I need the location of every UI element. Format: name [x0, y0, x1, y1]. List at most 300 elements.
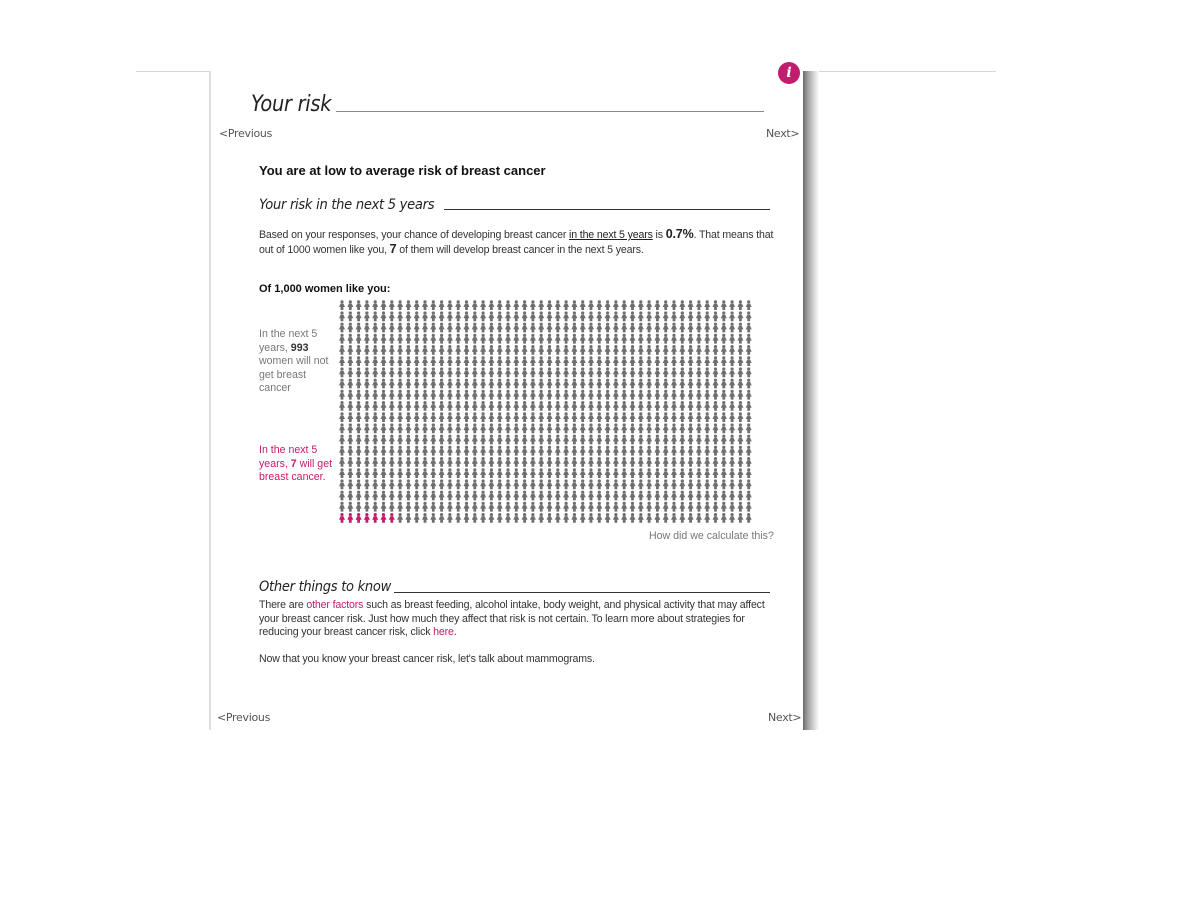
figure-no-cancer: [588, 300, 594, 310]
section-rule-5yr: [444, 209, 770, 210]
figure-no-cancer: [663, 502, 669, 512]
figure-no-cancer: [696, 502, 702, 512]
figure-no-cancer: [372, 390, 378, 400]
figure-no-cancer: [414, 457, 420, 467]
figure-no-cancer: [646, 401, 652, 411]
figure-no-cancer: [555, 446, 561, 456]
figure-no-cancer: [563, 513, 569, 523]
figure-no-cancer: [654, 457, 660, 467]
figure-no-cancer: [654, 311, 660, 321]
figure-no-cancer: [480, 345, 486, 355]
figure-no-cancer: [571, 491, 577, 501]
figure-no-cancer: [480, 502, 486, 512]
figure-no-cancer: [488, 323, 494, 333]
figure-no-cancer: [364, 412, 370, 422]
figure-no-cancer: [638, 367, 644, 377]
figure-no-cancer: [630, 379, 636, 389]
figure-no-cancer: [654, 502, 660, 512]
figure-no-cancer: [422, 323, 428, 333]
figure-no-cancer: [414, 491, 420, 501]
figure-no-cancer: [563, 367, 569, 377]
figure-no-cancer: [480, 423, 486, 433]
figure-no-cancer: [439, 479, 445, 489]
figure-no-cancer: [381, 390, 387, 400]
figure-no-cancer: [704, 446, 710, 456]
figure-no-cancer: [646, 379, 652, 389]
figure-no-cancer: [688, 379, 694, 389]
figure-no-cancer: [405, 367, 411, 377]
figure-no-cancer: [530, 446, 536, 456]
figure-no-cancer: [621, 356, 627, 366]
figure-no-cancer: [621, 323, 627, 333]
figure-no-cancer: [364, 367, 370, 377]
figure-no-cancer: [596, 311, 602, 321]
figure-no-cancer: [430, 345, 436, 355]
figure-no-cancer: [588, 479, 594, 489]
figure-no-cancer: [547, 300, 553, 310]
figure-no-cancer: [464, 334, 470, 344]
figure-no-cancer: [522, 446, 528, 456]
figure-no-cancer: [671, 401, 677, 411]
figure-no-cancer: [613, 446, 619, 456]
figure-no-cancer: [472, 412, 478, 422]
figure-no-cancer: [339, 379, 345, 389]
figure-no-cancer: [613, 345, 619, 355]
figure-no-cancer: [339, 323, 345, 333]
figure-no-cancer: [381, 323, 387, 333]
figure-no-cancer: [746, 491, 752, 501]
figure-no-cancer: [422, 356, 428, 366]
figure-no-cancer: [704, 435, 710, 445]
figure-no-cancer: [381, 311, 387, 321]
figure-no-cancer: [621, 367, 627, 377]
figure-no-cancer: [688, 401, 694, 411]
figure-no-cancer: [588, 468, 594, 478]
figure-no-cancer: [455, 390, 461, 400]
figure-no-cancer: [497, 513, 503, 523]
section-heading-5yr: Your risk in the next 5 years: [259, 197, 435, 213]
figure-no-cancer: [580, 457, 586, 467]
figure-no-cancer: [713, 491, 719, 501]
figure-no-cancer: [704, 334, 710, 344]
next-link-top[interactable]: Next>: [766, 127, 800, 140]
figure-no-cancer: [339, 457, 345, 467]
figure-no-cancer: [696, 367, 702, 377]
figure-no-cancer: [630, 300, 636, 310]
figure-cancer: [356, 513, 362, 523]
figure-no-cancer: [530, 479, 536, 489]
figure-no-cancer: [679, 379, 685, 389]
figure-no-cancer: [447, 446, 453, 456]
figure-no-cancer: [439, 356, 445, 366]
figure-no-cancer: [530, 311, 536, 321]
risk-text: . That means that out of 1000 women like you,: [259, 229, 774, 256]
figure-no-cancer: [447, 435, 453, 445]
figure-no-cancer: [646, 334, 652, 344]
figure-no-cancer: [364, 502, 370, 512]
figure-no-cancer: [588, 457, 594, 467]
figure-no-cancer: [638, 356, 644, 366]
figure-no-cancer: [737, 356, 743, 366]
figure-no-cancer: [746, 435, 752, 445]
figure-no-cancer: [547, 323, 553, 333]
figure-no-cancer: [721, 457, 727, 467]
figure-no-cancer: [439, 491, 445, 501]
figure-no-cancer: [414, 334, 420, 344]
figure-no-cancer: [688, 423, 694, 433]
figure-no-cancer: [729, 502, 735, 512]
figure-no-cancer: [389, 479, 395, 489]
figure-no-cancer: [571, 468, 577, 478]
figure-no-cancer: [638, 491, 644, 501]
figure-no-cancer: [455, 502, 461, 512]
figure-no-cancer: [497, 435, 503, 445]
figure-no-cancer: [439, 390, 445, 400]
figure-no-cancer: [505, 356, 511, 366]
figure-no-cancer: [439, 367, 445, 377]
figure-no-cancer: [630, 435, 636, 445]
figure-no-cancer: [339, 367, 345, 377]
figure-no-cancer: [464, 468, 470, 478]
figure-no-cancer: [347, 468, 353, 478]
figure-no-cancer: [397, 345, 403, 355]
figure-no-cancer: [713, 334, 719, 344]
figure-no-cancer: [571, 367, 577, 377]
figure-no-cancer: [347, 479, 353, 489]
next-link-bottom[interactable]: Next>: [768, 711, 802, 724]
figure-no-cancer: [455, 468, 461, 478]
figure-no-cancer: [538, 323, 544, 333]
label-text: In the next 5 years,: [259, 328, 318, 354]
figure-no-cancer: [397, 446, 403, 456]
figure-no-cancer: [505, 435, 511, 445]
figure-no-cancer: [389, 311, 395, 321]
figure-no-cancer: [472, 367, 478, 377]
figure-no-cancer: [381, 334, 387, 344]
other-text: such as breast feeding, alcohol intake, body weight, and physical activity that may affect your breast cancer risk. Just how much they affect that risk is not certain. To learn more about strategies for reducing your breast cancer risk, click: [259, 599, 765, 639]
figure-no-cancer: [439, 323, 445, 333]
figure-no-cancer: [646, 446, 652, 456]
figure-no-cancer: [654, 423, 660, 433]
figure-no-cancer: [430, 468, 436, 478]
figure-no-cancer: [696, 300, 702, 310]
figure-no-cancer: [455, 311, 461, 321]
figure-no-cancer: [422, 345, 428, 355]
figure-no-cancer: [472, 446, 478, 456]
figure-cancer: [381, 513, 387, 523]
figure-no-cancer: [555, 502, 561, 512]
figure-no-cancer: [397, 334, 403, 344]
figure-no-cancer: [671, 356, 677, 366]
figure-no-cancer: [522, 401, 528, 411]
figure-no-cancer: [455, 334, 461, 344]
figure-no-cancer: [613, 367, 619, 377]
figure-no-cancer: [430, 423, 436, 433]
figure-no-cancer: [646, 412, 652, 422]
figure-no-cancer: [704, 457, 710, 467]
figure-no-cancer: [397, 491, 403, 501]
risk-text: Based on your responses, your chance of developing breast cancer: [259, 229, 570, 241]
figure-no-cancer: [596, 446, 602, 456]
figure-no-cancer: [464, 356, 470, 366]
figure-no-cancer: [671, 323, 677, 333]
figure-no-cancer: [381, 367, 387, 377]
figure-no-cancer: [605, 435, 611, 445]
figure-no-cancer: [563, 479, 569, 489]
figure-no-cancer: [746, 457, 752, 467]
figure-no-cancer: [646, 491, 652, 501]
figure-no-cancer: [671, 446, 677, 456]
figure-no-cancer: [646, 457, 652, 467]
figure-no-cancer: [630, 390, 636, 400]
other-text: There are: [259, 599, 307, 611]
no-cancer-count: 993: [290, 341, 309, 354]
how-calculated-link[interactable]: How did we calculate this?: [649, 530, 774, 542]
figure-no-cancer: [621, 412, 627, 422]
figure-no-cancer: [522, 479, 528, 489]
figure-no-cancer: [547, 334, 553, 344]
figure-no-cancer: [447, 390, 453, 400]
figure-no-cancer: [339, 412, 345, 422]
figure-no-cancer: [563, 435, 569, 445]
figure-no-cancer: [372, 300, 378, 310]
figure-no-cancer: [555, 311, 561, 321]
figure-no-cancer: [721, 379, 727, 389]
figure-no-cancer: [414, 423, 420, 433]
figure-no-cancer: [356, 367, 362, 377]
figure-no-cancer: [488, 367, 494, 377]
other-factors-link[interactable]: other factors: [306, 599, 364, 611]
figure-no-cancer: [737, 435, 743, 445]
figure-no-cancer: [414, 323, 420, 333]
figure-no-cancer: [372, 356, 378, 366]
figure-no-cancer: [389, 423, 395, 433]
figure-no-cancer: [513, 513, 519, 523]
previous-link-bottom[interactable]: <Previous: [217, 711, 271, 724]
figure-no-cancer: [356, 334, 362, 344]
figure-no-cancer: [505, 513, 511, 523]
figure-no-cancer: [538, 390, 544, 400]
figure-no-cancer: [663, 446, 669, 456]
figure-no-cancer: [447, 401, 453, 411]
figure-no-cancer: [696, 412, 702, 422]
figure-no-cancer: [447, 356, 453, 366]
figure-no-cancer: [638, 502, 644, 512]
figure-no-cancer: [538, 311, 544, 321]
figure-no-cancer: [414, 479, 420, 489]
figure-no-cancer: [538, 345, 544, 355]
figure-no-cancer: [372, 446, 378, 456]
figure-no-cancer: [364, 345, 370, 355]
figure-no-cancer: [729, 479, 735, 489]
figure-no-cancer: [588, 334, 594, 344]
figure-no-cancer: [513, 311, 519, 321]
figure-no-cancer: [580, 334, 586, 344]
figure-no-cancer: [571, 435, 577, 445]
figure-no-cancer: [530, 412, 536, 422]
figure-no-cancer: [381, 446, 387, 456]
figure-no-cancer: [588, 379, 594, 389]
figure-no-cancer: [721, 356, 727, 366]
figure-no-cancer: [364, 457, 370, 467]
figure-no-cancer: [522, 367, 528, 377]
figure-no-cancer: [638, 412, 644, 422]
figure-no-cancer: [571, 412, 577, 422]
info-icon[interactable]: i: [778, 62, 800, 84]
figure-no-cancer: [580, 491, 586, 501]
figure-no-cancer: [729, 379, 735, 389]
figure-no-cancer: [430, 412, 436, 422]
figure-no-cancer: [513, 390, 519, 400]
figure-no-cancer: [588, 401, 594, 411]
figure-no-cancer: [422, 446, 428, 456]
figure-no-cancer: [381, 401, 387, 411]
figure-no-cancer: [455, 435, 461, 445]
figure-no-cancer: [472, 435, 478, 445]
figure-no-cancer: [596, 423, 602, 433]
figure-no-cancer: [547, 435, 553, 445]
figure-no-cancer: [679, 435, 685, 445]
figure-no-cancer: [638, 479, 644, 489]
previous-link-top[interactable]: <Previous: [219, 127, 273, 140]
figure-no-cancer: [638, 311, 644, 321]
figure-no-cancer: [480, 412, 486, 422]
figure-no-cancer: [530, 513, 536, 523]
figure-no-cancer: [638, 468, 644, 478]
figure-no-cancer: [513, 401, 519, 411]
figure-no-cancer: [563, 491, 569, 501]
figure-no-cancer: [381, 356, 387, 366]
figure-no-cancer: [580, 345, 586, 355]
figure-no-cancer: [488, 300, 494, 310]
figure-no-cancer: [405, 457, 411, 467]
figure-no-cancer: [746, 345, 752, 355]
figure-no-cancer: [347, 345, 353, 355]
figure-no-cancer: [563, 468, 569, 478]
figure-no-cancer: [704, 423, 710, 433]
figure-no-cancer: [555, 323, 561, 333]
figure-no-cancer: [356, 502, 362, 512]
figure-no-cancer: [613, 423, 619, 433]
figure-no-cancer: [630, 367, 636, 377]
figure-no-cancer: [414, 367, 420, 377]
figure-no-cancer: [339, 334, 345, 344]
figure-no-cancer: [671, 345, 677, 355]
figure-no-cancer: [530, 323, 536, 333]
figure-no-cancer: [372, 491, 378, 501]
figure-no-cancer: [522, 502, 528, 512]
figure-no-cancer: [530, 435, 536, 445]
figure-cancer: [339, 513, 345, 523]
figure-no-cancer: [654, 379, 660, 389]
figure-no-cancer: [679, 457, 685, 467]
figure-no-cancer: [447, 468, 453, 478]
figure-no-cancer: [405, 379, 411, 389]
figure-no-cancer: [389, 356, 395, 366]
figure-no-cancer: [347, 457, 353, 467]
figure-no-cancer: [480, 300, 486, 310]
figure-no-cancer: [571, 457, 577, 467]
risk-text: of them will develop breast cancer in the next 5 years.: [396, 243, 644, 256]
figure-no-cancer: [696, 401, 702, 411]
figure-no-cancer: [505, 323, 511, 333]
figure-no-cancer: [688, 390, 694, 400]
figure-no-cancer: [480, 513, 486, 523]
figure-no-cancer: [713, 412, 719, 422]
figure-no-cancer: [737, 311, 743, 321]
figure-no-cancer: [430, 446, 436, 456]
figure-no-cancer: [596, 401, 602, 411]
figure-no-cancer: [737, 446, 743, 456]
figure-no-cancer: [729, 513, 735, 523]
figure-no-cancer: [571, 401, 577, 411]
figure-no-cancer: [405, 468, 411, 478]
figure-no-cancer: [621, 435, 627, 445]
figure-no-cancer: [688, 446, 694, 456]
figure-no-cancer: [746, 479, 752, 489]
figure-no-cancer: [439, 334, 445, 344]
figure-no-cancer: [737, 457, 743, 467]
figure-no-cancer: [497, 334, 503, 344]
figure-no-cancer: [588, 390, 594, 400]
figure-no-cancer: [439, 468, 445, 478]
figure-no-cancer: [654, 401, 660, 411]
risk-percent: 0.7%: [665, 227, 694, 241]
figure-no-cancer: [555, 367, 561, 377]
figure-no-cancer: [580, 446, 586, 456]
figure-no-cancer: [389, 345, 395, 355]
figure-no-cancer: [405, 334, 411, 344]
figure-no-cancer: [505, 491, 511, 501]
figure-no-cancer: [464, 323, 470, 333]
here-link[interactable]: here: [433, 626, 454, 639]
figure-no-cancer: [347, 367, 353, 377]
figure-no-cancer: [729, 323, 735, 333]
figure-no-cancer: [447, 323, 453, 333]
figure-no-cancer: [713, 423, 719, 433]
figure-no-cancer: [397, 457, 403, 467]
figure-no-cancer: [704, 412, 710, 422]
figure-no-cancer: [513, 491, 519, 501]
figure-no-cancer: [439, 423, 445, 433]
figure-no-cancer: [455, 367, 461, 377]
figure-no-cancer: [347, 323, 353, 333]
figure-no-cancer: [721, 401, 727, 411]
figure-no-cancer: [688, 311, 694, 321]
figure-no-cancer: [630, 401, 636, 411]
figure-no-cancer: [654, 468, 660, 478]
figure-no-cancer: [663, 457, 669, 467]
figure-no-cancer: [605, 412, 611, 422]
figure-no-cancer: [671, 379, 677, 389]
figure-no-cancer: [522, 457, 528, 467]
figure-no-cancer: [679, 367, 685, 377]
figure-no-cancer: [472, 513, 478, 523]
figure-no-cancer: [721, 334, 727, 344]
figure-no-cancer: [505, 334, 511, 344]
figure-no-cancer: [488, 513, 494, 523]
figure-no-cancer: [522, 356, 528, 366]
figure-no-cancer: [397, 356, 403, 366]
figure-no-cancer: [356, 345, 362, 355]
figure-no-cancer: [571, 446, 577, 456]
figure-no-cancer: [356, 435, 362, 445]
figure-no-cancer: [364, 401, 370, 411]
figure-no-cancer: [414, 468, 420, 478]
figure-no-cancer: [588, 412, 594, 422]
figure-no-cancer: [729, 457, 735, 467]
figure-no-cancer: [679, 345, 685, 355]
